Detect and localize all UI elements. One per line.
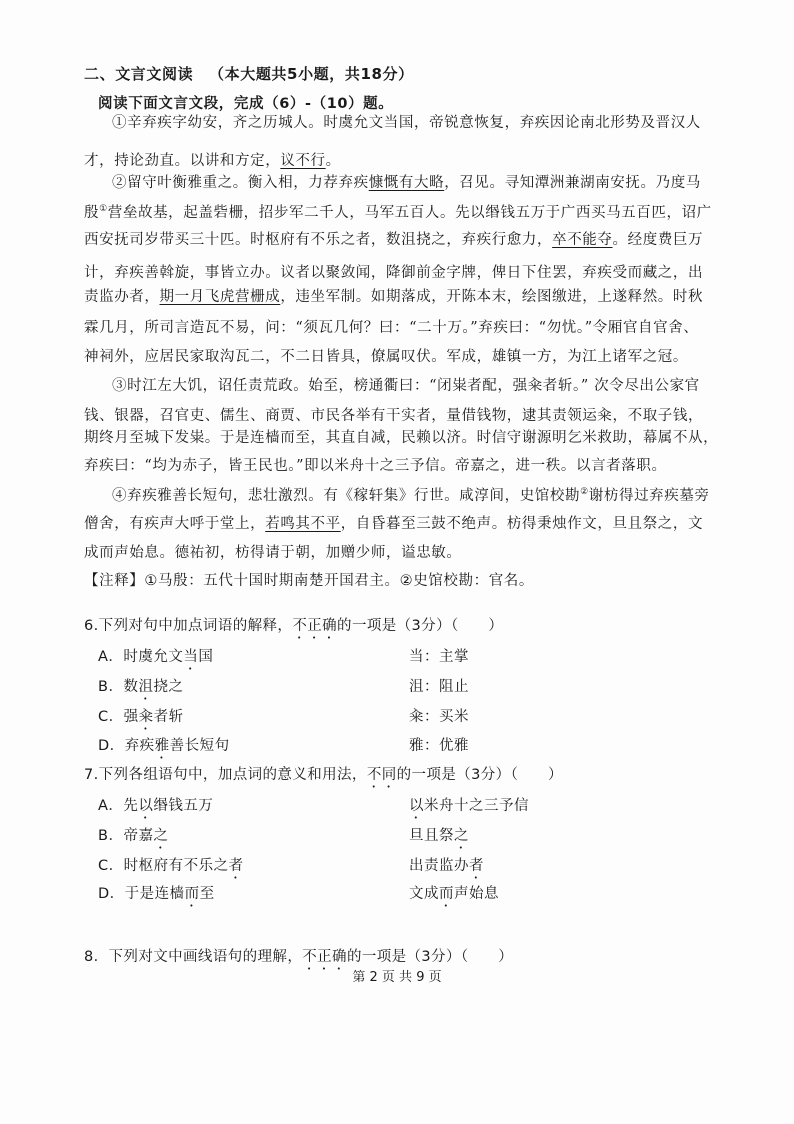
section-instruction: 阅读下面文言文段，完成（6）-（10）题。 bbox=[98, 96, 394, 112]
section-heading bbox=[84, 63, 414, 84]
q6-option-c[interactable] bbox=[98, 705, 184, 733]
dotted-word: 而 bbox=[184, 886, 200, 902]
option-text: B．帝嘉 bbox=[98, 828, 154, 844]
passage-text: 僧舍，有疾声大呼于堂上， bbox=[84, 516, 266, 532]
passage-text: 西安抚司岁带买三十匹。时枢府有不乐之者，数沮挠之，弃疾行愈力， bbox=[84, 232, 553, 248]
stem-text: 8．下列对文中画线语句的理解， bbox=[84, 949, 303, 965]
section-heading-note: （本大题共5小题，共18分） bbox=[209, 65, 414, 83]
passage-line bbox=[84, 228, 703, 249]
dotted-word: 沮 bbox=[138, 679, 154, 695]
underlined-phrase: 若鸣其不平 bbox=[265, 516, 341, 532]
q7-option-d[interactable] bbox=[98, 882, 215, 910]
option-text: 至 bbox=[199, 886, 215, 902]
option-text: 挠之 bbox=[153, 679, 184, 695]
q6-option-a-gloss: 当：主掌 bbox=[409, 649, 469, 665]
passage-text: 。 bbox=[325, 153, 341, 169]
page-footer: 第 2 页 共 9 页 bbox=[352, 970, 442, 985]
passage-text: ②留守叶衡雅重之。衡入相，力荐弃疾 bbox=[112, 175, 369, 191]
passage-line bbox=[84, 201, 712, 222]
annotation-note: 【注释】①马殷：五代十国时期南楚开国君主。②史馆校勘：官名。 bbox=[84, 573, 534, 589]
option-text: 旦且祭 bbox=[409, 828, 454, 844]
passage-text: 责监办者， bbox=[84, 289, 160, 305]
option-text: 善长短句 bbox=[169, 738, 230, 754]
dotted-word: 而 bbox=[439, 886, 454, 902]
option-text: B．数 bbox=[98, 679, 139, 695]
dotted-word: 之 bbox=[153, 828, 169, 844]
section-heading-text: 二、文言文阅读 bbox=[84, 65, 194, 83]
stem-text: 的一项是（3分）（ ） bbox=[396, 767, 563, 783]
q6-option-a[interactable] bbox=[98, 645, 213, 673]
passage-line: 霖几月，所司言造瓦不易，问：“须瓦几何？曰：“二十万。”弃疾曰：“勿忧。”令厢官自官舍、 bbox=[84, 320, 699, 336]
q6-option-b[interactable] bbox=[98, 675, 183, 703]
passage-text: 殷 bbox=[84, 205, 100, 221]
option-text: D．于是连樯 bbox=[98, 886, 185, 902]
passage-text: ，召见。寻知潭洲兼湖南安抚。乃度马 bbox=[444, 175, 701, 191]
passage-text: 。经度费巨万 bbox=[612, 232, 704, 248]
q7-option-c-right bbox=[409, 854, 484, 882]
q7-option-d-right bbox=[409, 882, 499, 910]
passage-line: ③时江左大饥，诏任责荒政。始至，榜通衢曰：“闭粜者配，强籴者斩。” 次令尽出公家官 bbox=[112, 378, 700, 394]
footnote-marker: ① bbox=[99, 204, 108, 215]
passage-line bbox=[84, 149, 341, 170]
option-text: D．弃疾 bbox=[98, 738, 155, 754]
stem-text: 7.下列各组语句中，加点词的意义和用法， bbox=[84, 767, 367, 783]
dotted-word: 籴 bbox=[138, 709, 154, 725]
passage-line: 成而声始息。德祐初，枋得请于朝，加赠少师，谥忠敏。 bbox=[84, 545, 462, 561]
emphasized-text: 不同 bbox=[366, 767, 397, 783]
underlined-phrase: 议不行 bbox=[280, 153, 326, 169]
dotted-word: 当 bbox=[183, 649, 199, 665]
question-7-stem bbox=[84, 763, 563, 791]
dotted-word: 以 bbox=[409, 798, 424, 814]
passage-line: 计，弃疾善斡旋，事皆立办。议者以聚敛闻，降御前金字牌，俾日下住罢，弃疾受而藏之，出 bbox=[84, 265, 704, 281]
dotted-word: 之 bbox=[454, 828, 469, 844]
q7-option-b-right bbox=[409, 824, 469, 852]
option-text: A．先 bbox=[98, 798, 139, 814]
passage-line bbox=[112, 484, 710, 505]
dotted-word: 者 bbox=[469, 858, 484, 874]
passage-line bbox=[84, 285, 703, 306]
passage-line: 弃疾曰：“均为赤子，皆王民也。”即以米舟十之三予信。帝嘉之，进一秩。以言者落职。 bbox=[84, 458, 667, 474]
passage-text: ，违坐军制。如期落成，开陈本末，绘图缴进，上遂释然。时秋 bbox=[280, 289, 704, 305]
option-text: 国 bbox=[198, 649, 214, 665]
passage-line: 期终月至城下发粜。于是连樯而至，其直自减，民赖以济。时信守谢源明乞米救助，幕属不从， bbox=[84, 430, 719, 446]
option-text: A．时虞允文 bbox=[98, 649, 184, 665]
q7-option-a[interactable] bbox=[98, 794, 213, 822]
footnote-marker: ② bbox=[580, 487, 589, 498]
option-text: 缗钱五万 bbox=[153, 798, 214, 814]
passage-text: 谢枋得过弃疾墓旁 bbox=[588, 488, 710, 504]
emphasized-text: 不正确 bbox=[292, 618, 338, 634]
emphasized-text: 不正确 bbox=[302, 949, 347, 965]
passage-line: 钱、银器，召官吏、儒生、商贾、市民各举有干实者，量借钱物，逮其责领运籴，不取子钱， bbox=[84, 408, 704, 424]
underlined-phrase: 慷慨有大略 bbox=[368, 175, 445, 191]
q7-option-b[interactable] bbox=[98, 824, 168, 852]
option-text: C．时枢府有不乐之 bbox=[98, 858, 229, 874]
option-text: 米舟十之三予信 bbox=[424, 798, 529, 814]
option-text: 者斩 bbox=[153, 709, 184, 725]
stem-text: 的一项是（3分）（ ） bbox=[337, 618, 504, 634]
option-text: 文成 bbox=[409, 886, 439, 902]
passage-line bbox=[112, 171, 701, 192]
option-text: 声始息 bbox=[454, 886, 499, 902]
q7-option-a-right bbox=[409, 794, 529, 822]
dotted-word: 以 bbox=[138, 798, 154, 814]
passage-text: 才，持论劲直。以讲和方定， bbox=[84, 153, 281, 169]
dotted-word: 雅 bbox=[154, 738, 170, 754]
q6-option-c-gloss: 籴：买米 bbox=[409, 709, 469, 725]
dotted-word: 者 bbox=[228, 858, 244, 874]
stem-text: 6.下列对句中加点词语的解释， bbox=[84, 618, 293, 634]
underlined-phrase: 期一月飞虎营栅成 bbox=[159, 289, 281, 305]
question-6-stem bbox=[84, 614, 503, 642]
q6-option-d-gloss: 雅：优雅 bbox=[409, 738, 469, 754]
underlined-phrase: 卒不能夺 bbox=[552, 232, 613, 248]
q6-option-b-gloss: 沮：阻止 bbox=[409, 679, 469, 695]
passage-line: ①辛弃疾字幼安，齐之历城人。时虞允文当国，帝锐意恢复，弃疾因论南北形势及晋汉人 bbox=[112, 115, 701, 131]
passage-text: ④弃疾雅善长短句，悲壮激烈。有《稼轩集》行世。咸淳间，史馆校勘 bbox=[112, 488, 581, 504]
passage-text: 营垒故基，起盖砦栅，招步军二千人，马军五百人。先以缗钱五万于广西买马五百匹，诏广 bbox=[107, 205, 712, 221]
stem-text: 的一项是（3分）（ ） bbox=[346, 949, 514, 965]
option-text: 出责监办 bbox=[409, 858, 469, 874]
q6-option-d[interactable] bbox=[98, 734, 230, 762]
option-text: C．强 bbox=[98, 709, 139, 725]
passage-line bbox=[84, 512, 703, 533]
passage-text: ，自昏暮至三鼓不绝声。枋得秉烛作文，旦且祭之，文 bbox=[340, 516, 704, 532]
passage-line: 神祠外，应居民家取沟瓦二，不二日皆具，僚属叹伏。军成，雄镇一方，为江上诸军之冠。 bbox=[84, 349, 688, 365]
q7-option-c[interactable] bbox=[98, 854, 244, 882]
